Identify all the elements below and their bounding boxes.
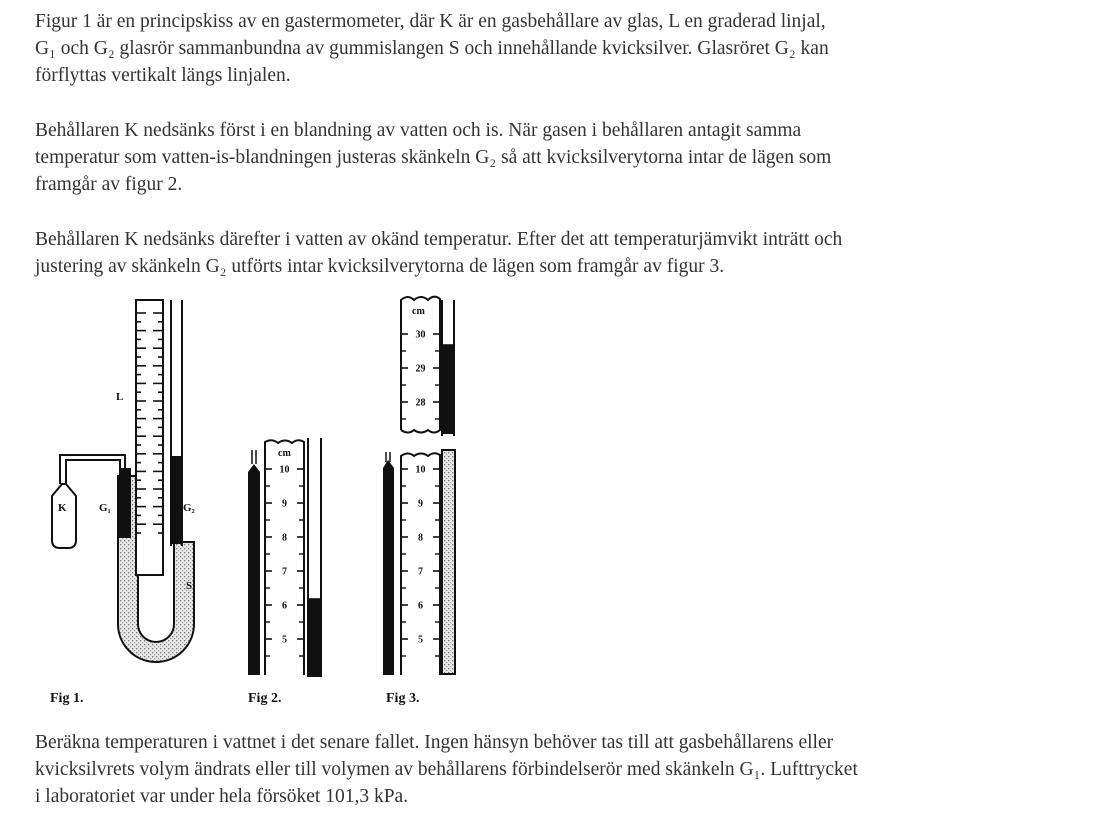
tick-label: 7 <box>418 566 423 578</box>
tick-label: 5 <box>418 634 423 646</box>
figure-3 <box>383 297 455 706</box>
tick-label: 6 <box>282 600 287 612</box>
text-line: Figur 1 är en principskiss av en gastermometer, där K är en gasbehållare av glas, L en graderad linjal, <box>35 11 826 32</box>
gas-container-k <box>52 484 76 548</box>
figure-1 <box>50 300 196 706</box>
connecting-tube <box>60 455 125 484</box>
text-line: Behållaren K nedsänks först i en blandning av vatten och is. När gasen i behållaren antagit samma <box>35 120 802 141</box>
label-g2: G₂ <box>183 502 195 514</box>
text-line: justering av skänkeln G₂ utförts intar kvicksilverytorna de lägen som framgår av figur 3. <box>35 256 725 277</box>
tube-g2-mercury <box>442 344 454 434</box>
tick-label: 8 <box>418 532 423 544</box>
tick-label: 9 <box>418 498 423 510</box>
text-line: kvicksilvrets volym ändrats eller till volymen av behållarens förbindelserör med skänkeln G₁. Lufttrycket <box>35 759 858 780</box>
label-k: K <box>58 502 67 514</box>
figure-3-caption: Fig 3. <box>386 691 420 706</box>
figures-illustration <box>40 292 480 717</box>
label-s: S <box>186 580 193 592</box>
tick-label: 29 <box>415 363 426 375</box>
unit-label: cm <box>412 306 425 317</box>
label-g1: G₁ <box>99 502 111 514</box>
tick-label: 10 <box>415 464 426 476</box>
tick-label: 30 <box>415 329 426 341</box>
paragraph-ice-water-step <box>35 117 1095 198</box>
figure-1-caption: Fig 1. <box>50 691 84 706</box>
text-line: Beräkna temperaturen i vattnet i det senare fallet. Ingen hänsyn behöver tas till att gasbehållarens eller <box>35 732 834 753</box>
label-l: L <box>116 391 124 403</box>
paragraph-unknown-temperature-step <box>35 226 1095 280</box>
text-line: G₁ och G₂ glasrör sammanbundna av gummislangen S och innehållande kvicksilver. Glasröret G₂ kan <box>35 38 829 59</box>
text-line: framgår av figur 2. <box>35 174 183 195</box>
tick-label: 28 <box>415 397 426 409</box>
paragraph-apparatus-description <box>35 8 1095 89</box>
tick-label: 7 <box>282 566 287 578</box>
tick-label: 6 <box>418 600 423 612</box>
tube-g1-mercury <box>119 468 131 538</box>
figure-2 <box>248 438 321 706</box>
text-line: Behållaren K nedsänks därefter i vatten av okänd temperatur. Efter det att temperaturjämvikt inträtt och <box>35 229 843 250</box>
unit-label: cm <box>278 448 291 459</box>
tick-label: 8 <box>282 532 287 544</box>
tube-g2-mercury <box>308 598 321 677</box>
text-line: i laboratoriet var under hela försöket 101,3 kPa. <box>35 786 409 807</box>
text-line: förflyttas vertikalt längs linjalen. <box>35 65 291 86</box>
figure-2-caption: Fig 2. <box>248 691 282 706</box>
text-line: temperatur som vatten-is-blandningen justeras skänkeln G₂ så att kvicksilverytorna intar de lägen som <box>35 147 832 168</box>
paragraph-task <box>35 729 1095 810</box>
tick-label: 9 <box>282 498 287 510</box>
tube-g2-hose <box>442 450 455 674</box>
tick-label: 10 <box>279 464 290 476</box>
tick-label: 5 <box>282 634 287 646</box>
tube-g1-mercury <box>248 464 260 675</box>
tube-g2-mercury <box>171 456 183 544</box>
tube-g1-mercury <box>383 460 394 675</box>
